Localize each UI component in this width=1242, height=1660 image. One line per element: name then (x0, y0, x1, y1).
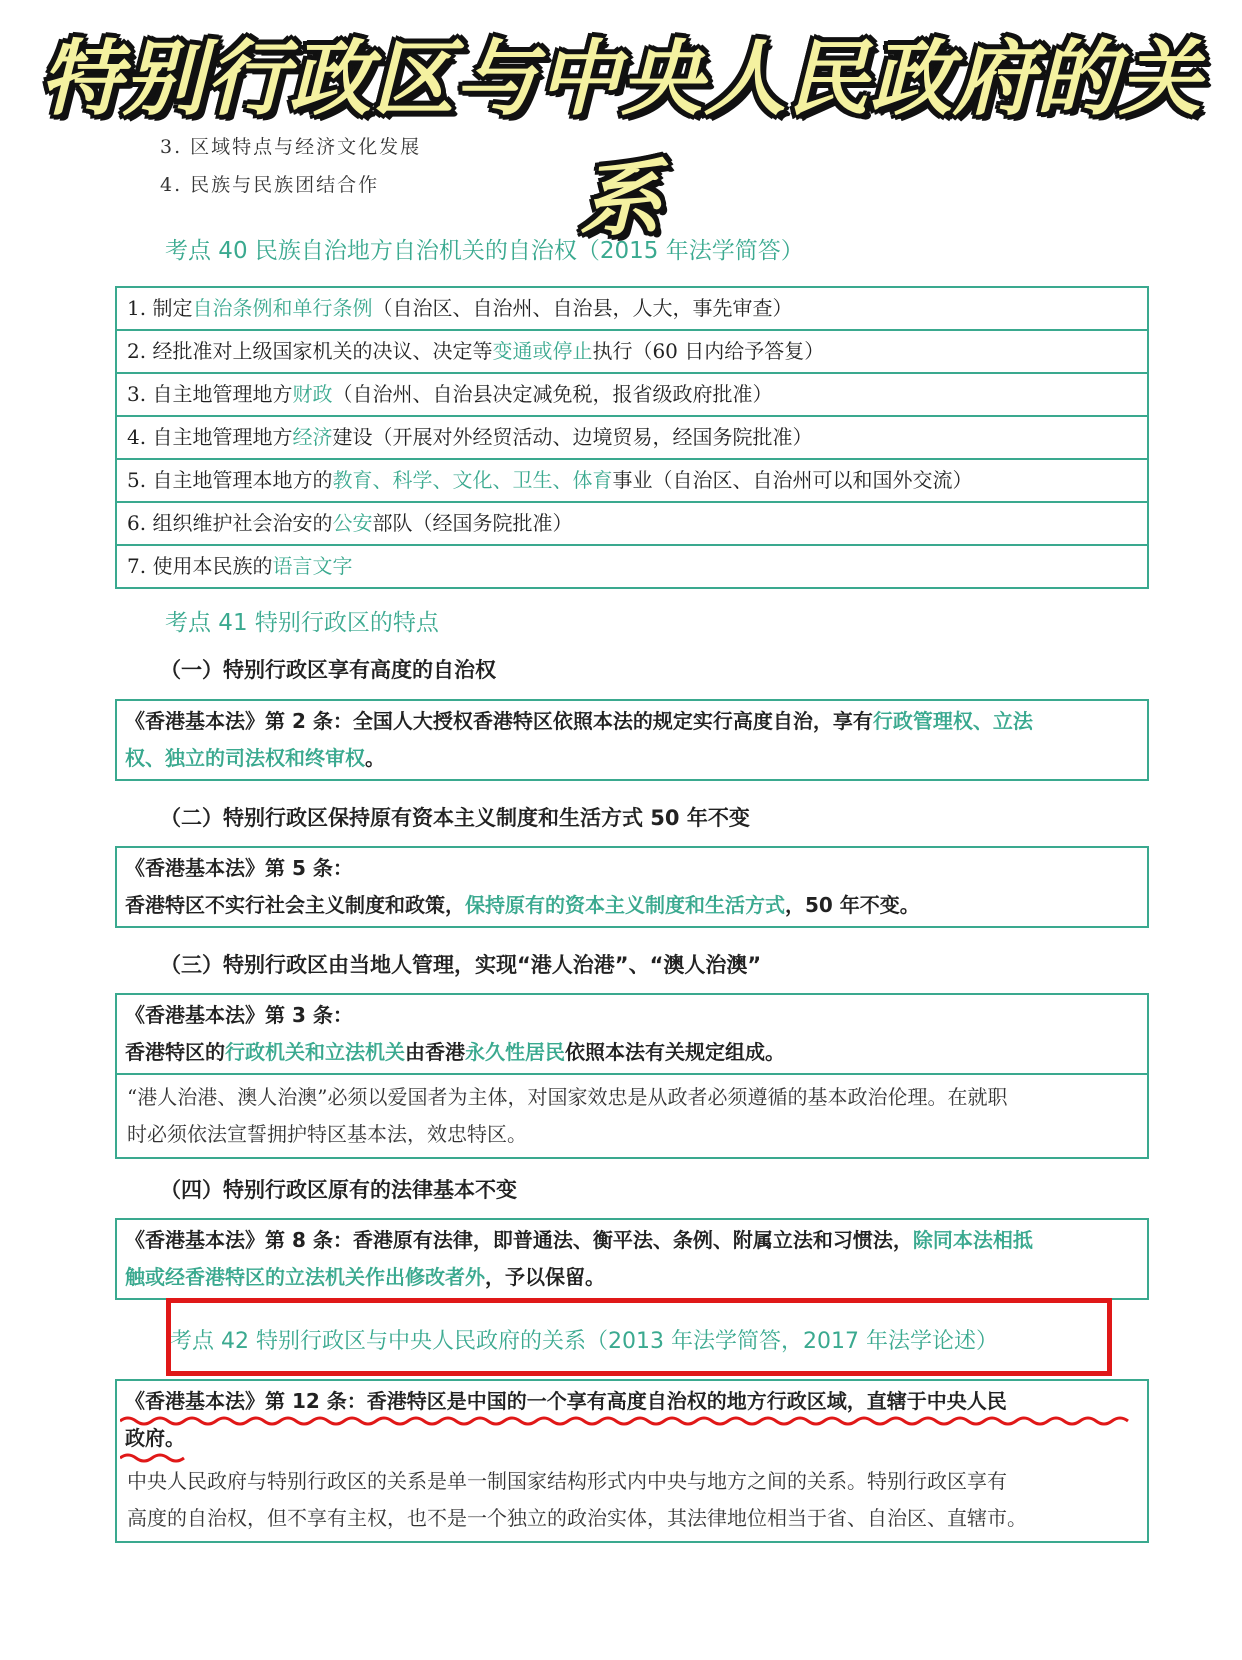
kp42-title: 考点 42 特别行政区与中央人民政府的关系（2013 年法学简答，2017 年法学论述） (170, 1329, 998, 1354)
banner-title: 特别行政区与中央人民政府的关系 (40, 32, 1202, 247)
intro-item-3: 3. 区域特点与经济文化发展 (160, 136, 422, 158)
law-article-5: 《香港基本法》第 5 条： 香港特区不实行社会主义制度和政策，保持原有的资本主义制度和生活方式，50 年不变。 (125, 856, 920, 917)
kp40-table (115, 286, 1149, 589)
table-row: 2. 经批准对上级国家机关的决议、决定等变通或停止执行（60 日内给予答复） (117, 331, 1147, 374)
kp41-title: 考点 41 特别行政区的特点 (165, 610, 439, 636)
kp42-note: 中央人民政府与特别行政区的关系是单一制国家结构形式内中央与地方之间的关系。特别行政区享有 高度的自治权，但不享有主权，也不是一个独立的政治实体，其法律地位相当于省、自治区、直辖市。 (127, 1469, 1027, 1530)
section-1-box (115, 699, 1149, 781)
section-3-note: “港人治港、澳人治澳”必须以爱国者为主体，对国家效忠是从政者必须遵循的基本政治伦理。在就职 时必须依法宣誓拥护特区基本法，效忠特区。 (117, 1073, 1147, 1157)
law-article-12: 《香港基本法》第 12 条：香港特区是中国的一个享有高度自治权的地方行政区域，直辖于中央人民 政府。 (125, 1389, 1007, 1450)
kp42-box (115, 1379, 1149, 1543)
red-wavy-underline-2 (120, 1452, 190, 1464)
section-1-heading: （一）特别行政区享有高度的自治权 (160, 658, 496, 682)
kp40-title: 考点 40 民族自治地方自治机关的自治权（2015 年法学简答） (165, 238, 804, 264)
table-row: 4. 自主地管理地方经济建设（开展对外经贸活动、边境贸易，经国务院批准） (117, 417, 1147, 460)
table-row: 5. 自主地管理本地方的教育、科学、文化、卫生、体育事业（自治区、自治州可以和国外交流） (117, 460, 1147, 503)
table-row: 3. 自主地管理地方财政（自治州、自治县决定减免税，报省级政府批准） (117, 374, 1147, 417)
law-article-8: 《香港基本法》第 8 条：香港原有法律，即普通法、衡平法、条例、附属立法和习惯法，除同本法相抵 触或经香港特区的立法机关作出修改者外，予以保留。 (125, 1228, 1033, 1289)
law-article-3: 《香港基本法》第 3 条： 香港特区的行政机关和立法机关由香港永久性居民依照本法有关规定组成。 (125, 1003, 785, 1064)
section-4-heading: （四）特别行政区原有的法律基本不变 (160, 1178, 517, 1202)
section-2-box (115, 846, 1149, 928)
section-3-box (115, 993, 1149, 1159)
section-3-heading: （三）特别行政区由当地人管理，实现“港人治港”、“澳人治澳” (160, 953, 762, 977)
intro-item-4: 4. 民族与民族团结合作 (160, 174, 380, 196)
law-article-2: 《香港基本法》第 2 条：全国人大授权香港特区依照本法的规定实行高度自治，享有行政管理权、立法 权、独立的司法权和终审权。 (125, 709, 1033, 770)
section-4-box (115, 1218, 1149, 1300)
table-row: 6. 组织维护社会治安的公安部队（经国务院批准） (117, 503, 1147, 546)
table-row: 1. 制定自治条例和单行条例（自治区、自治州、自治县，人大，事先审查） (117, 288, 1147, 331)
section-2-heading: （二）特别行政区保持原有资本主义制度和生活方式 50 年不变 (160, 806, 750, 830)
table-row: 7. 使用本民族的语言文字 (127, 554, 353, 578)
red-wavy-underline (120, 1415, 1142, 1427)
